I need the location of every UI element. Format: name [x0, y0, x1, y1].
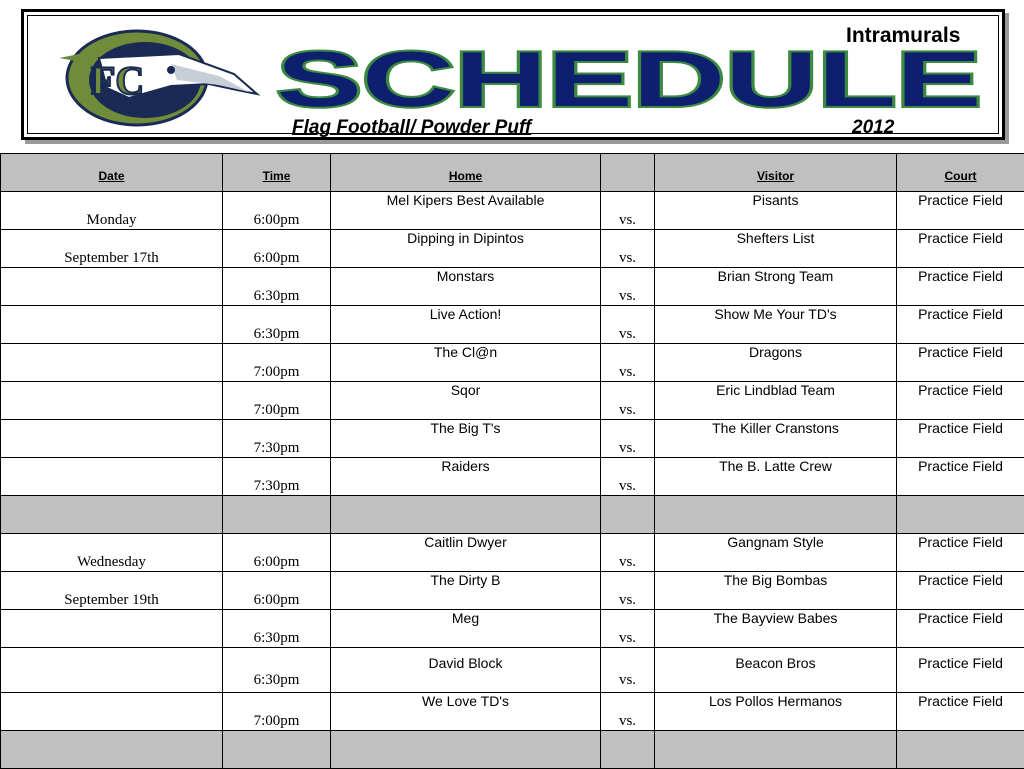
visitor-team-cell: Beacon Bros [655, 648, 897, 693]
date-cell [1, 420, 223, 458]
court-cell: Practice Field [897, 534, 1024, 572]
home-team-cell: Raiders [331, 458, 601, 496]
table-row [1, 610, 1024, 648]
vs-cell: vs. [601, 230, 655, 268]
season-year: 2012 [852, 117, 894, 139]
court-cell: Practice Field [897, 230, 1024, 268]
court-cell: Practice Field [897, 192, 1024, 230]
table-row [1, 344, 1024, 382]
home-team-cell: David Block [331, 648, 601, 693]
date-cell [1, 268, 223, 306]
table-row [1, 420, 1024, 458]
table-row [1, 230, 1024, 268]
home-team-cell: Dipping in Dipintos [331, 230, 601, 268]
visitor-team-cell: Brian Strong Team [655, 268, 897, 306]
vs-cell: vs. [601, 610, 655, 648]
court-cell: Practice Field [897, 610, 1024, 648]
vs-cell: vs. [601, 420, 655, 458]
court-cell: Practice Field [897, 382, 1024, 420]
vs-cell: vs. [601, 306, 655, 344]
date-cell: September 19th [1, 572, 223, 610]
time-cell: 7:30pm [223, 420, 331, 458]
court-cell: Practice Field [897, 268, 1024, 306]
home-team-cell: The Cl@n [331, 344, 601, 382]
visitor-team-cell: The Bayview Babes [655, 610, 897, 648]
table-row [1, 458, 1024, 496]
sport-subtitle: Flag Football/ Powder Puff [292, 117, 531, 139]
court-cell: Practice Field [897, 306, 1024, 344]
table-row [1, 648, 1024, 693]
vs-cell: vs. [601, 572, 655, 610]
visitor-team-cell: Los Pollos Hermanos [655, 693, 897, 731]
table-row [1, 572, 1024, 610]
visitor-team-cell: Show Me Your TD's [655, 306, 897, 344]
column-header-date: Date [1, 154, 223, 192]
column-header-court: Court [897, 154, 1024, 192]
visitor-team-cell: Gangnam Style [655, 534, 897, 572]
table-row [1, 693, 1024, 731]
time-cell: 6:00pm [223, 572, 331, 610]
visitor-team-cell: The B. Latte Crew [655, 458, 897, 496]
date-cell: Wednesday [1, 534, 223, 572]
date-cell: Monday [1, 192, 223, 230]
vs-cell: vs. [601, 534, 655, 572]
time-cell: 6:30pm [223, 268, 331, 306]
time-cell: 7:00pm [223, 693, 331, 731]
schedule-title-text: SCHEDULE [277, 42, 982, 116]
visitor-team-cell: The Big Bombas [655, 572, 897, 610]
visitor-team-cell: Pisants [655, 192, 897, 230]
home-team-cell: Meg [331, 610, 601, 648]
date-cell [1, 648, 223, 693]
schedule-table [0, 153, 1024, 769]
time-cell: 7:00pm [223, 344, 331, 382]
vs-cell: vs. [601, 268, 655, 306]
schedule-banner [21, 9, 1005, 140]
logo-letters: FC [91, 58, 144, 103]
table-row [1, 268, 1024, 306]
home-team-cell: The Big T's [331, 420, 601, 458]
vs-cell: vs. [601, 382, 655, 420]
home-team-cell: Caitlin Dwyer [331, 534, 601, 572]
intramurals-label: Intramurals [846, 24, 960, 48]
court-cell: Practice Field [897, 693, 1024, 731]
date-cell [1, 306, 223, 344]
time-cell: 7:00pm [223, 382, 331, 420]
separator-row [1, 496, 1024, 534]
date-cell [1, 382, 223, 420]
visitor-team-cell: Eric Lindblad Team [655, 382, 897, 420]
time-cell: 6:30pm [223, 610, 331, 648]
home-team-cell: Live Action! [331, 306, 601, 344]
schedule-title [272, 42, 987, 116]
time-cell: 6:30pm [223, 306, 331, 344]
column-header-home: Home [331, 154, 601, 192]
date-cell [1, 610, 223, 648]
court-cell: Practice Field [897, 344, 1024, 382]
vs-cell: vs. [601, 693, 655, 731]
time-cell: 7:30pm [223, 458, 331, 496]
date-cell: September 17th [1, 230, 223, 268]
table-row [1, 382, 1024, 420]
date-cell [1, 458, 223, 496]
court-cell: Practice Field [897, 420, 1024, 458]
court-cell: Practice Field [897, 572, 1024, 610]
time-cell: 6:00pm [223, 192, 331, 230]
home-team-cell: Sqor [331, 382, 601, 420]
column-header-time: Time [223, 154, 331, 192]
home-team-cell: Mel Kipers Best Available [331, 192, 601, 230]
court-cell: Practice Field [897, 648, 1024, 693]
eagle-logo-icon [59, 28, 264, 128]
home-team-cell: Monstars [331, 268, 601, 306]
visitor-team-cell: The Killer Cranstons [655, 420, 897, 458]
separator-row [1, 731, 1024, 769]
table-header-row [1, 154, 1024, 192]
court-cell: Practice Field [897, 458, 1024, 496]
home-team-cell: The Dirty B [331, 572, 601, 610]
visitor-team-cell: Shefters List [655, 230, 897, 268]
vs-cell: vs. [601, 458, 655, 496]
table-row [1, 534, 1024, 572]
vs-cell: vs. [601, 648, 655, 693]
time-cell: 6:30pm [223, 648, 331, 693]
time-cell: 6:00pm [223, 534, 331, 572]
vs-cell: vs. [601, 192, 655, 230]
date-cell [1, 693, 223, 731]
column-header-visitor: Visitor [655, 154, 897, 192]
vs-cell: vs. [601, 344, 655, 382]
table-row [1, 306, 1024, 344]
date-cell [1, 344, 223, 382]
column-header-vs [601, 154, 655, 192]
visitor-team-cell: Dragons [655, 344, 897, 382]
time-cell: 6:00pm [223, 230, 331, 268]
table-row [1, 192, 1024, 230]
home-team-cell: We Love TD's [331, 693, 601, 731]
